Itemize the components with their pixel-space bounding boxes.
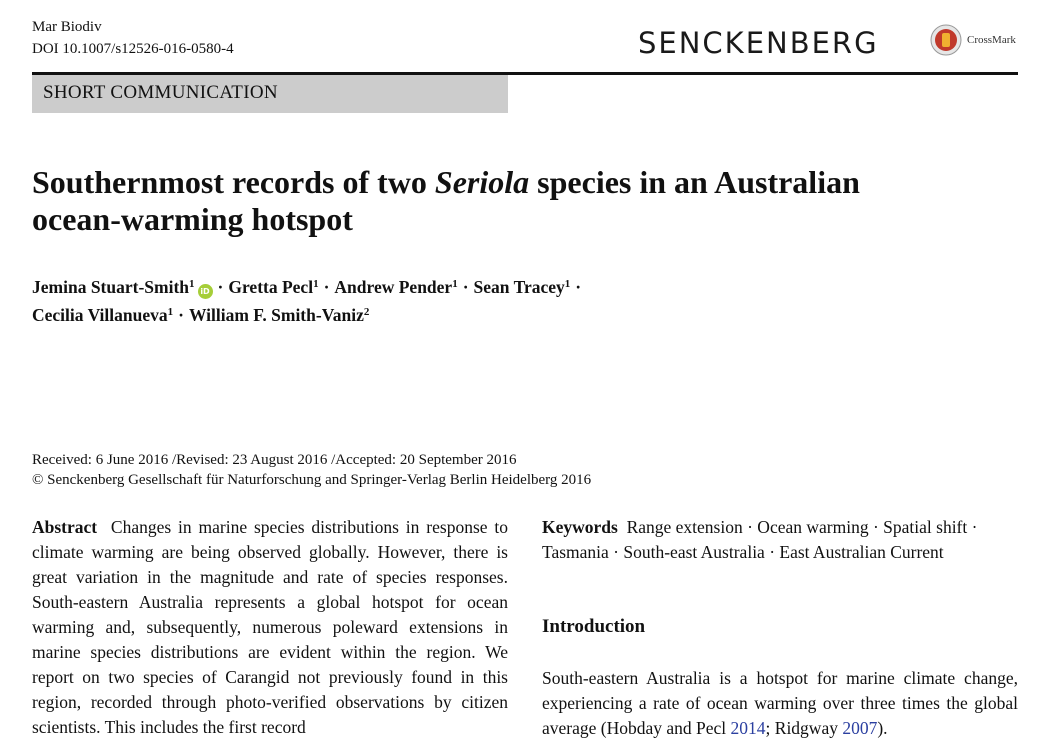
genus-name: Seriola <box>434 164 530 200</box>
author[interactable]: Jemina Stuart-Smith$^1$ <box>32 277 195 297</box>
citation-link[interactable]: 2014 <box>730 718 766 738</box>
introduction-heading: Introduction <box>542 616 646 637</box>
doi[interactable]: DOI 10.1007/s12526-016-0580-4 <box>32 41 234 57</box>
keywords-label: Keywords <box>542 517 618 537</box>
keywords-line-1: Range extension · Ocean warming · Spatial shift · <box>626 517 978 537</box>
keywords-line-2: Tasmania · South-east Australia · East Australian Current <box>542 542 944 562</box>
journal-name: Mar Biodiv <box>32 19 102 35</box>
article-title: Southernmost records of two Seriola species in an Australian ocean-warming hotspot <box>32 164 860 237</box>
author[interactable]: Cecilia Villanueva$^1$ <box>32 305 174 325</box>
publisher-logo: SENCKENBERG <box>638 26 879 60</box>
abstract-label: Abstract <box>32 517 98 537</box>
received-dates: Received: 6 June 2016 /Revised: 23 August 2016 /Accepted: 20 September 2016 <box>32 452 517 468</box>
dates-block <box>32 450 591 490</box>
author[interactable]: Sean Tracey$^1$ <box>473 277 571 297</box>
keywords <box>542 515 1018 565</box>
author[interactable]: Gretta Pecl$^1$ <box>228 277 319 297</box>
abstract <box>32 515 508 740</box>
copyright: © Senckenberg Gesellschaft für Naturforschung and Springer-Verlag Berlin Heidelberg 2016 <box>32 472 592 488</box>
abstract-text: Changes in marine species distributions in response to climate warming are being observed globally. However, there is great variation in the magnitude and rate of species responses. South-eastern Australia represents a global hotspot for ocean warming and, subsequently, numerous poleward extensions in marine species distributions are evident within the region. We report on two species of Carangid not previously found in this region, recorded through photo-verified observations by citizen scientists. This includes the first record <box>32 517 509 737</box>
crossmark-label[interactable]: CrossMark <box>967 34 1016 46</box>
citation-link[interactable]: 2007 <box>842 718 878 738</box>
author-list: Jemina Stuart-Smith$^1$iD · Gretta Pecl$^1$ · Andrew Pender$^1$ · Sean Tracey$^1$ · Cecilia Villanueva$^1$ · William F. Smith-Vaniz$^2$ <box>32 277 582 325</box>
introduction-text: South-eastern Australia is a hotspot for marine climate change, experiencing a rate of ocean warming over three times the global average (Hobday and Pecl 2014; Ridgway 2007). <box>542 668 1018 738</box>
author[interactable]: William F. Smith-Vaniz$^2$ <box>188 305 370 325</box>
orcid-icon[interactable]: iD <box>198 284 213 299</box>
journal-header <box>32 16 234 60</box>
author[interactable]: Andrew Pender$^1$ <box>334 277 458 297</box>
article-type: SHORT COMMUNICATION <box>43 82 278 103</box>
crossmark-icon[interactable] <box>930 24 962 56</box>
